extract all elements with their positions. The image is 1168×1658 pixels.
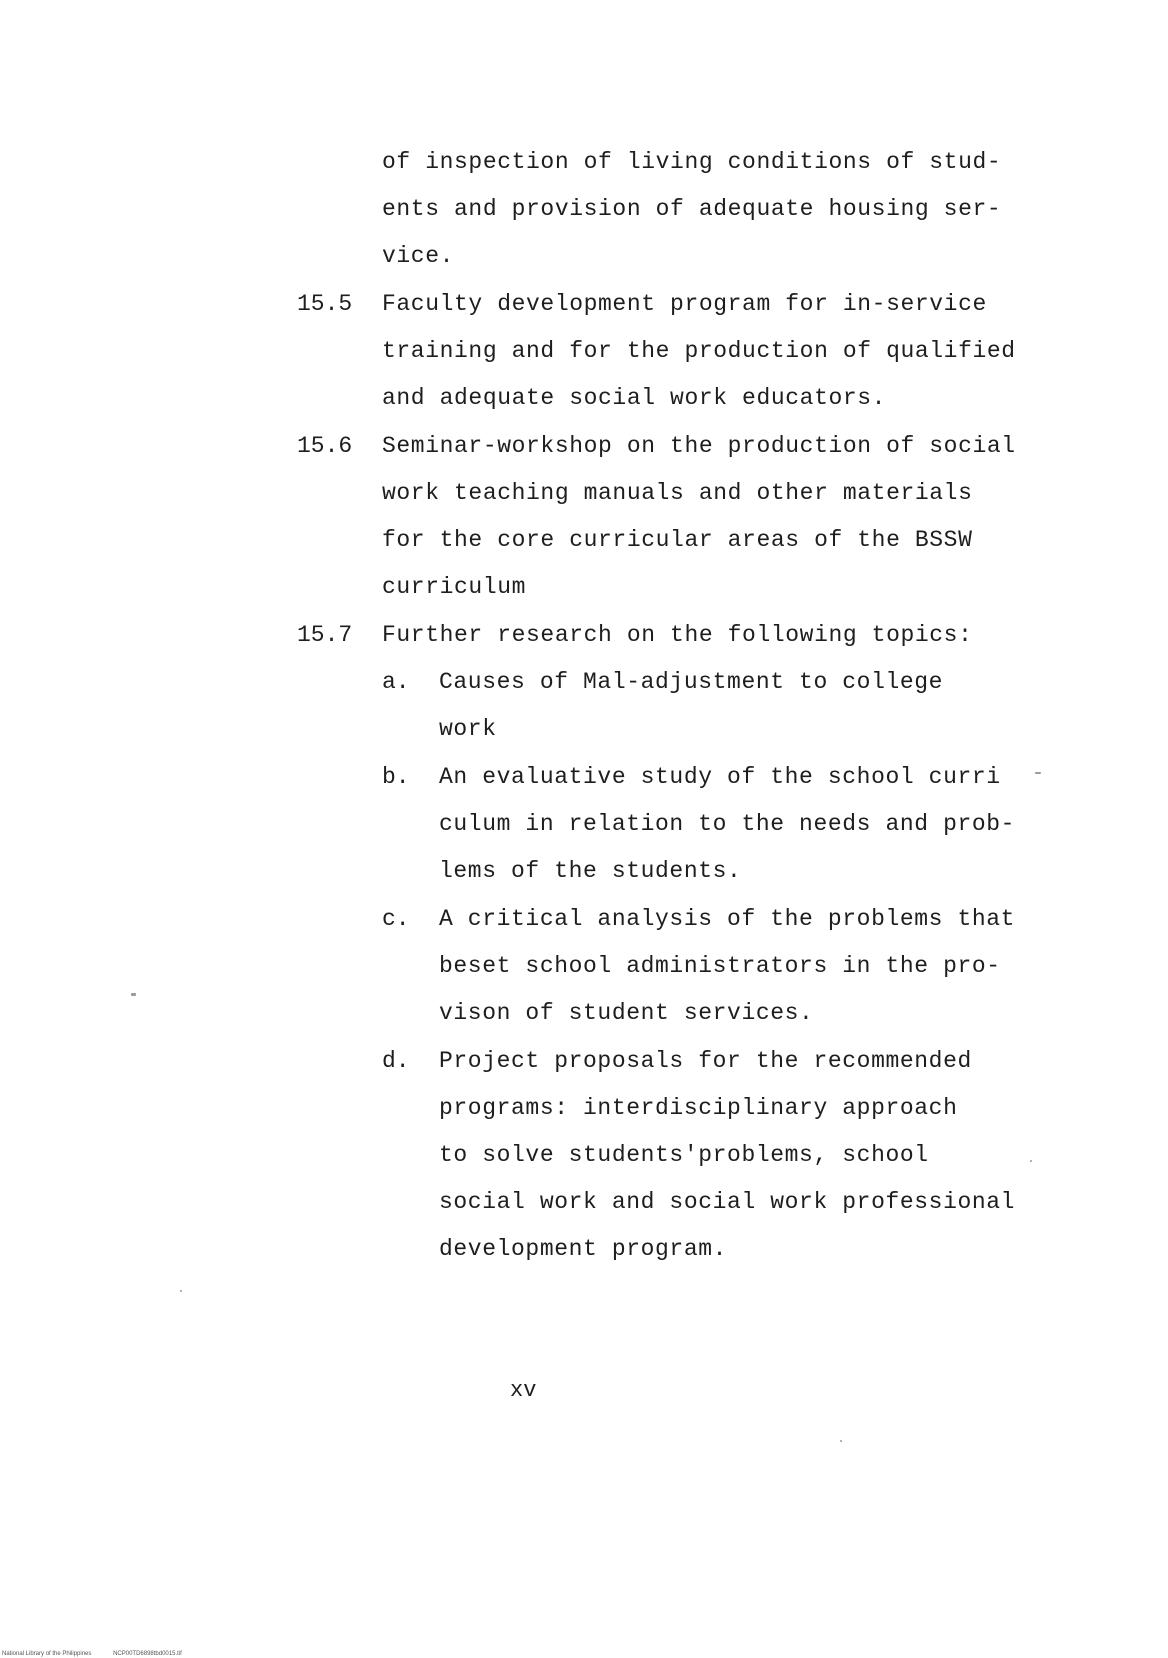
scan-speck bbox=[840, 1440, 842, 1442]
item-number: 15.6 bbox=[297, 433, 353, 459]
item-line: and adequate social work educators. bbox=[382, 385, 887, 411]
subitem-letter: a. bbox=[382, 669, 410, 695]
item-line: Further research on the following topics: bbox=[382, 622, 973, 648]
scan-speck bbox=[1035, 772, 1041, 774]
subitem-line: Causes of Mal-adjustment to college bbox=[439, 669, 944, 695]
footer-library: National Library of the Philippines bbox=[2, 1651, 92, 1657]
subitem-line: programs: interdisciplinary approach bbox=[439, 1095, 958, 1121]
subitem-line: vison of student services. bbox=[439, 1000, 814, 1026]
scan-speck bbox=[131, 993, 136, 996]
subitem-letter: d. bbox=[382, 1048, 410, 1074]
subitem-letter: b. bbox=[382, 764, 410, 790]
item-line: curriculum bbox=[382, 574, 527, 600]
item-number: 15.5 bbox=[297, 291, 353, 317]
intro-line: ents and provision of adequate housing ser- bbox=[382, 196, 1002, 222]
scan-speck bbox=[180, 1290, 182, 1292]
page-number: xv bbox=[510, 1378, 537, 1403]
item-line: for the core curricular areas of the BSSW bbox=[382, 527, 973, 553]
subitem-line: social work and social work professional bbox=[439, 1189, 1016, 1215]
scan-footer bbox=[2, 1650, 202, 1658]
item-line: Faculty development program for in-service bbox=[382, 291, 987, 317]
intro-line: of inspection of living conditions of stud- bbox=[382, 149, 1002, 175]
item-line: Seminar-workshop on the production of social bbox=[382, 433, 1016, 459]
subitem-line: An evaluative study of the school curri bbox=[439, 764, 1001, 790]
subitem-line: Project proposals for the recommended bbox=[439, 1048, 972, 1074]
subitem-line: lems of the students. bbox=[439, 858, 742, 884]
subitem-letter: c. bbox=[382, 906, 410, 932]
item-number: 15.7 bbox=[297, 622, 353, 648]
subitem-line: beset school administrators in the pro- bbox=[439, 953, 1001, 979]
subitem-line: development program. bbox=[439, 1236, 728, 1262]
scan-speck bbox=[1030, 1160, 1032, 1162]
subitem-line: to solve students'problems, school bbox=[439, 1142, 929, 1168]
subitem-line: A critical analysis of the problems that bbox=[439, 906, 1016, 932]
item-line: work teaching manuals and other materials bbox=[382, 480, 973, 506]
footer-filename: NCP00TD6898tbd0015.tif bbox=[113, 1651, 182, 1657]
item-line: training and for the production of qualified bbox=[382, 338, 1016, 364]
intro-line: vice. bbox=[382, 243, 455, 269]
subitem-line: work bbox=[439, 716, 497, 742]
subitem-line: culum in relation to the needs and prob- bbox=[439, 811, 1016, 837]
